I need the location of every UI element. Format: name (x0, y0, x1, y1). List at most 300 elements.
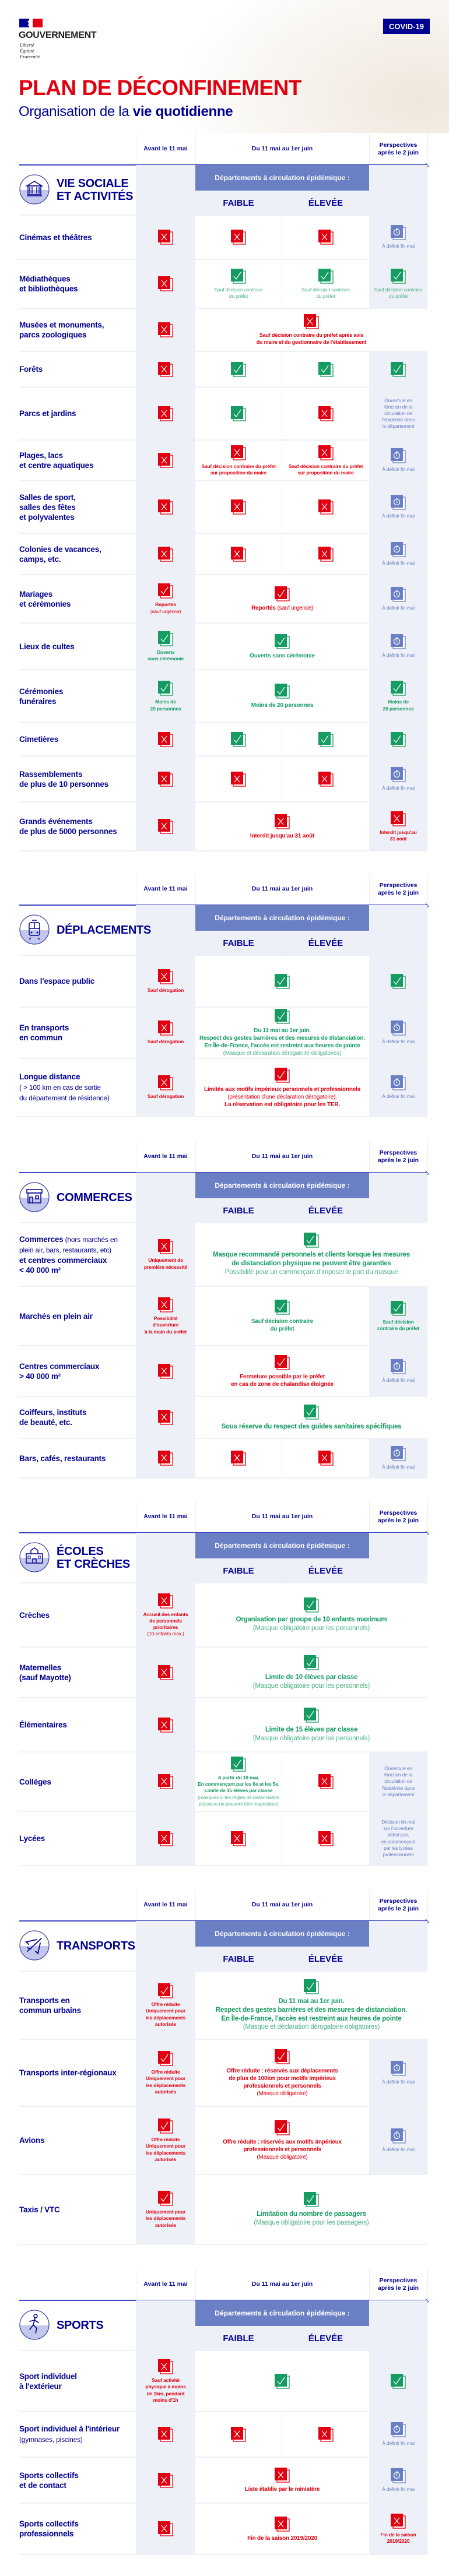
note-text: Organisation par groupe de 10 enfants maximum (236, 1616, 387, 1624)
status-cell (282, 352, 369, 386)
row-label (19, 320, 136, 340)
table-row (19, 2412, 427, 2458)
status-cell (369, 2504, 427, 2554)
cross-status-icon (318, 229, 334, 245)
row-label (19, 769, 136, 789)
status-cell (195, 1223, 427, 1286)
row-label (19, 687, 136, 706)
note-line (383, 699, 413, 705)
row-label (19, 2519, 136, 2539)
row-label-part: Sports collectifs professionnels (19, 2519, 79, 2538)
row-label (19, 1311, 136, 1321)
check-status-icon (303, 1655, 320, 1671)
timer-pending-icon (390, 1445, 406, 1462)
note-line (250, 832, 314, 840)
cross-status-icon (157, 546, 174, 562)
status-note (382, 513, 415, 519)
row-label (19, 976, 136, 986)
status-cell (369, 670, 427, 722)
perspectives-line: après le 2 juin (377, 1156, 419, 1164)
note-line (146, 2001, 185, 2008)
note-text: À définir fin mai (382, 466, 415, 473)
note-text: (Masque obligatoire) (257, 2154, 308, 2160)
note-line (145, 1329, 187, 1335)
restricted-check-icon (274, 2049, 290, 2065)
row-label (19, 1663, 136, 1683)
check-status-icon (274, 634, 290, 650)
check-status-icon (230, 361, 247, 378)
note-line (150, 699, 181, 705)
row-label-part: Lieux de cultes (19, 642, 75, 651)
cross-status-icon (157, 2426, 174, 2443)
section-title: DÉPLACEMENTS (57, 923, 151, 937)
note-line (216, 2023, 407, 2032)
note-text: du maire et du gestionnaire de l'établissement (256, 339, 367, 345)
column-header-period: Du 11 mai au 1er juin (251, 1153, 313, 1160)
timer-pending-icon (390, 1075, 406, 1091)
status-cell (136, 1812, 195, 1865)
brand-name: GOUVERNEMENT (19, 30, 97, 40)
note-text: Possibilité pour un commerçant d'imposer le port du masque (224, 1268, 398, 1276)
status-cell (136, 803, 195, 850)
note-text: Sauf décision contraire (374, 286, 423, 293)
note-text: Fin de la saison (380, 2531, 416, 2538)
row-label (19, 2371, 136, 2391)
check-status-icon (390, 731, 406, 748)
column-shade (369, 905, 427, 955)
check-status-icon (390, 2373, 406, 2390)
note-text: Moins de (155, 699, 176, 705)
note-text: Sauf décision contraire (214, 286, 263, 293)
column-header-perspectives (369, 873, 427, 905)
status-note (199, 1027, 365, 1057)
note-line (236, 1624, 387, 1633)
note-text: Sauf décision contraire (251, 1318, 313, 1325)
status-note (257, 332, 367, 346)
note-text: Ouverts sans cérémonie (250, 652, 315, 659)
note-text: Sauf décision contraire du préfet (288, 463, 363, 469)
status-note (289, 463, 363, 476)
level-faible: FAIBLE (195, 2326, 282, 2351)
table-row (19, 1439, 427, 1479)
status-cell (282, 723, 369, 755)
note-text: de distanciation physique ne peuvent être garanties (231, 1260, 391, 1268)
status-cell (136, 309, 195, 351)
row-label (19, 451, 136, 470)
row-label (19, 2205, 136, 2215)
note-line (382, 423, 415, 430)
note-line (251, 1325, 313, 1333)
table-row (19, 352, 427, 388)
note-line (145, 2397, 185, 2403)
cross-status-icon (274, 814, 290, 830)
status-cell (369, 1752, 427, 1811)
page-subtitle (19, 104, 233, 120)
note-text: d'ouverture (152, 1322, 179, 1328)
note-line (201, 470, 276, 476)
note-text: fonction de la (384, 1772, 413, 1778)
check-status-icon (303, 1707, 320, 1723)
note-text: contraire du préfet (377, 1325, 420, 1331)
timeline-header (19, 1141, 427, 1173)
column-header-perspectives (369, 133, 427, 165)
row-label-part: Transports en commun urbains (19, 1996, 81, 2015)
timeline-header (19, 1501, 427, 1533)
note-line (382, 785, 415, 791)
note-line (146, 2008, 185, 2014)
check-status-icon (318, 361, 334, 378)
table-row (19, 1583, 427, 1648)
section-header-block (19, 1173, 427, 1223)
note-text: sur proposition du maire (210, 470, 267, 476)
status-cell (195, 1698, 427, 1751)
table-row (19, 1008, 427, 1059)
note-line (146, 2089, 185, 2095)
note-line (382, 2079, 415, 2085)
status-cell (282, 1752, 369, 1811)
status-cell (136, 1752, 195, 1811)
status-note (251, 702, 313, 709)
row-label-part: Salles de sport, salles des fêtes et polyvalentes (19, 492, 76, 522)
cross-status-icon (157, 2359, 174, 2375)
cross-status-icon (230, 2426, 247, 2443)
status-note (382, 1377, 415, 1384)
status-cell (195, 956, 369, 1007)
status-cell (369, 2351, 427, 2411)
perspectives-line: Perspectives (379, 1509, 418, 1516)
status-cell (136, 388, 195, 439)
note-line (216, 2015, 407, 2024)
tram-icon (19, 914, 50, 945)
note-text: Uniquement pour (145, 2008, 186, 2014)
table-row (19, 1752, 427, 1812)
note-text: Limitation du nombre de passagers (257, 2211, 366, 2218)
note-line (380, 836, 416, 842)
perspectives-line: Perspectives (379, 881, 418, 889)
status-cell (136, 1059, 195, 1116)
status-note (380, 829, 416, 842)
note-text: (Masque et déclaration dérogatoire obligatoires) (223, 1050, 342, 1057)
note-text: À définir fin mai (382, 1377, 415, 1383)
note-line (381, 1852, 416, 1858)
row-label (19, 2068, 136, 2078)
note-line (381, 1845, 416, 1852)
row-label-part: Élémentaires (19, 1720, 67, 1729)
status-cell (136, 2412, 195, 2457)
note-line (382, 397, 415, 404)
note-line (382, 1039, 415, 1045)
note-line (382, 605, 415, 611)
note-text: fonction de la (384, 403, 413, 410)
status-note (146, 2069, 185, 2095)
timer-pending-icon (390, 634, 406, 650)
note-line (143, 1618, 188, 1624)
note-line (145, 2377, 185, 2384)
status-cell (369, 216, 427, 259)
status-note (382, 397, 415, 430)
note-line (143, 1624, 188, 1631)
note-text: (sauf urgence) (150, 608, 181, 614)
row-label (19, 364, 136, 374)
note-line (223, 2153, 342, 2161)
timer-pending-icon (390, 766, 406, 783)
note-line (144, 1264, 187, 1271)
table-row (19, 956, 427, 1008)
note-line (289, 463, 363, 470)
status-cell (136, 1698, 195, 1751)
note-line (198, 1794, 279, 1801)
note-text: le département (382, 1791, 415, 1797)
note-text: autorisés (155, 2156, 177, 2162)
note-line (216, 1997, 407, 2006)
status-note (201, 463, 276, 476)
note-line (380, 829, 416, 836)
page-title: PLAN DE DÉCONFINEMENT (19, 76, 301, 100)
status-note (382, 243, 415, 249)
status-cell (369, 388, 427, 439)
column-header-avant: Avant le 11 mai (143, 145, 188, 152)
status-note (148, 1039, 184, 1045)
status-note (198, 1775, 279, 1807)
cross-status-icon (157, 969, 174, 985)
note-line (251, 1318, 313, 1325)
note-text: À définir fin mai (382, 243, 415, 249)
cross-status-icon (230, 546, 247, 562)
note-line (223, 2138, 342, 2146)
perspectives-label (378, 1149, 419, 1164)
cross-status-icon (157, 1238, 174, 1255)
cross-status-icon (230, 1831, 247, 1847)
status-note (251, 1318, 313, 1333)
level-faible: FAIBLE (195, 1947, 282, 1972)
status-cell (195, 803, 369, 850)
status-note (146, 2209, 185, 2229)
status-note (382, 785, 415, 791)
note-text: (Masque obligatoire pour les passagers) (254, 2219, 369, 2226)
note-text: le département (382, 423, 415, 430)
timer-pending-icon (390, 2422, 406, 2438)
section-title: COMMERCES (57, 1191, 132, 1204)
status-cell (369, 723, 427, 755)
row-label-part: Cinémas et théâtres (19, 233, 92, 242)
status-cell (136, 1287, 195, 1345)
status-cell (369, 352, 427, 386)
timer-pending-icon (390, 2060, 406, 2077)
restricted-check-icon (157, 2050, 174, 2067)
timer-pending-icon (390, 494, 406, 511)
note-line (215, 287, 263, 293)
note-text: les déplacements (145, 2149, 186, 2156)
status-cell (195, 309, 427, 351)
table-row (19, 1397, 427, 1439)
status-cell (369, 575, 427, 622)
status-cell (369, 2458, 427, 2503)
note-line (146, 2075, 185, 2082)
status-cell (369, 441, 427, 480)
column-header-period: Du 11 mai au 1er juin (251, 2281, 313, 2288)
row-label-part: Cérémonies funéraires (19, 687, 64, 706)
note-line (198, 1775, 279, 1781)
note-text: Accueil des enfants (143, 1611, 188, 1617)
table-row (19, 670, 427, 723)
status-cell (136, 1583, 195, 1646)
status-cell (369, 534, 427, 574)
status-cell (136, 441, 195, 480)
status-cell (136, 624, 195, 669)
note-line (374, 287, 423, 293)
note-line (381, 1825, 416, 1832)
status-note (145, 2377, 185, 2403)
status-cell (369, 956, 427, 1007)
status-cell (195, 2040, 369, 2106)
perspectives-line: Perspectives (379, 141, 418, 149)
note-line (382, 1778, 415, 1785)
note-line (257, 339, 367, 346)
note-line (374, 293, 423, 300)
cross-status-icon (157, 1664, 174, 1681)
status-note (148, 987, 184, 994)
note-text: Limités aux motifs impérieux personnels et professionnels (204, 1086, 361, 1093)
note-text: les déplacements (145, 2014, 186, 2021)
cross-status-icon (318, 1450, 334, 1466)
section-shop (19, 1141, 427, 1479)
school-icon (19, 1542, 50, 1572)
table-row (19, 1812, 427, 1866)
table-row (19, 1059, 427, 1117)
note-text: Possibilité (153, 1315, 178, 1322)
note-text: Fin de la saison 2019/2020 (247, 2535, 317, 2542)
row-label (19, 642, 136, 652)
note-text: Offre réduite : réservés aux déplacements (226, 2067, 338, 2074)
check-status-icon (390, 361, 406, 378)
status-cell (369, 260, 427, 308)
note-line (382, 1772, 415, 1778)
note-text: du préfet (316, 293, 335, 299)
status-note (382, 2079, 415, 2085)
note-text: Sous réserve du respect des guides sanitaires spécifiques (221, 1423, 402, 1430)
row-label (19, 734, 136, 744)
level-elevee: ÉLEVÉE (282, 1198, 369, 1223)
cross-status-icon (318, 1831, 334, 1847)
row-label-part: Coiffeurs, instituts de beauté, etc. (19, 1408, 87, 1427)
note-line (213, 1259, 410, 1268)
covid-badge: COVID-19 (383, 19, 430, 34)
section-header-block (19, 905, 427, 956)
note-text: Sauf activité (151, 2377, 180, 2384)
note-text: Moins de 20 personnes (251, 702, 314, 709)
note-text: circulation de (384, 410, 412, 416)
note-text: 31 août (390, 836, 407, 842)
note-line (150, 608, 181, 615)
cross-status-icon (157, 2472, 174, 2489)
status-note (144, 1257, 187, 1270)
table-row (19, 481, 427, 534)
status-note (382, 1093, 415, 1100)
row-label-part: Parcs et jardins (19, 409, 76, 418)
note-text: (présentation d'une déclaration dérogatoire). (227, 1093, 337, 1100)
cross-status-icon (318, 546, 334, 562)
status-cell (195, 481, 282, 533)
status-note (301, 287, 350, 300)
note-text: Du 11 mai au 1er juin. (254, 1027, 311, 1034)
note-line (245, 2486, 320, 2493)
note-line (146, 2069, 185, 2075)
restricted-check-icon (274, 1067, 290, 1083)
timeline-header (19, 1889, 427, 1921)
row-label (19, 1834, 136, 1843)
table-row (19, 624, 427, 670)
row-label-part: Crèches (19, 1610, 50, 1620)
note-text: 20 personnes (383, 705, 414, 712)
note-line (146, 2150, 185, 2156)
note-text: En commençant par les 6e et les 5e. (197, 1781, 280, 1787)
row-label-part: Colonies de vacances, camps, etc. (19, 544, 101, 564)
status-cell (136, 2040, 195, 2106)
circulation-header: Départements à circulation épidémique : (195, 1921, 369, 1947)
perspectives-label (378, 1509, 419, 1525)
status-cell (195, 1008, 369, 1058)
table-row (19, 216, 427, 260)
row-label-part: Grands événements de plus de 5000 personnes (19, 817, 117, 836)
note-line (382, 404, 415, 410)
status-cell (136, 1008, 195, 1058)
note-text: Limite de 15 élèves par classe (204, 1787, 273, 1794)
timer-pending-icon (390, 2128, 406, 2144)
status-cell (282, 388, 369, 439)
timer-pending-icon (390, 224, 406, 241)
note-line (216, 2006, 407, 2015)
column-header-perspectives (369, 2268, 427, 2300)
note-line (251, 702, 313, 709)
status-note (215, 287, 263, 300)
note-text: Offre réduite : réservés aux motifs impérieux (223, 2139, 342, 2145)
status-note (247, 2535, 317, 2542)
status-cell (369, 2412, 427, 2457)
table-row (19, 309, 427, 352)
status-cell (369, 1059, 427, 1116)
note-text: sur proposition du maire (297, 470, 354, 476)
status-note (148, 649, 184, 662)
column-shade (369, 1173, 427, 1222)
note-text: À définir fin mai (382, 784, 415, 791)
table-row (19, 1223, 427, 1287)
note-text: moins d'1h (153, 2396, 178, 2403)
section-title: VIE SOCIALE ET ACTIVITÉS (57, 177, 134, 203)
table-row (19, 2458, 427, 2504)
cross-status-icon (157, 406, 174, 422)
note-line (144, 1257, 187, 1264)
note-text: Sauf dérogation (147, 987, 184, 993)
note-text: Offre réduite (151, 2137, 180, 2143)
cross-status-icon (157, 1717, 174, 1733)
note-line (250, 652, 315, 660)
status-note (226, 2067, 338, 2098)
note-text: Reportés (251, 605, 276, 611)
column-header-perspectives (369, 1889, 427, 1921)
note-text: À définir fin mai (382, 2486, 415, 2492)
row-label-part: Longue distance (19, 1072, 80, 1081)
note-line (145, 2391, 185, 2397)
note-line (381, 1819, 416, 1825)
status-note (245, 2486, 320, 2493)
table-row (19, 1648, 427, 1698)
row-label (19, 1610, 136, 1620)
cross-status-icon (157, 1020, 174, 1036)
note-line (148, 987, 184, 994)
section-runner (19, 2268, 427, 2555)
restricted-check-icon (274, 2120, 290, 2136)
status-cell (195, 2175, 427, 2244)
